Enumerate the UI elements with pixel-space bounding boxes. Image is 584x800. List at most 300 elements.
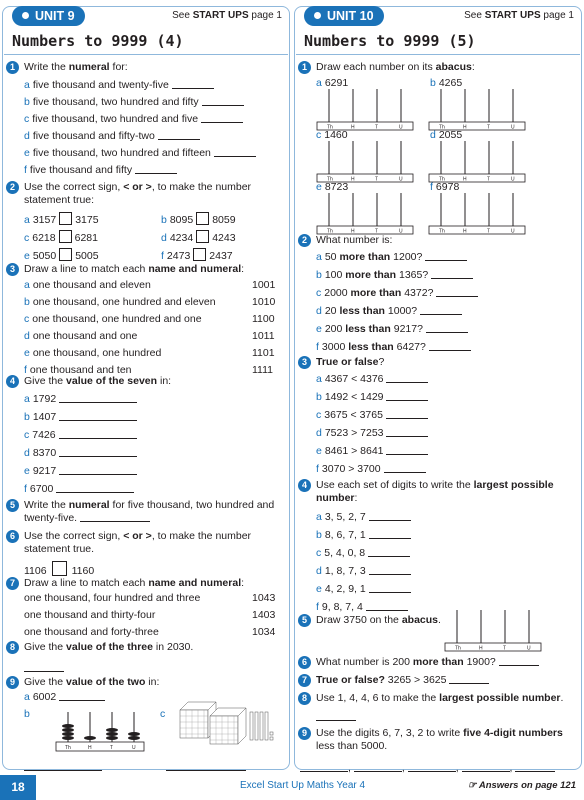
item-text: one thousand, one hundred: [32, 347, 162, 359]
q-bold2: number: [316, 492, 355, 504]
item-text: one thousand and ten: [29, 364, 132, 376]
answer-blank[interactable]: [386, 409, 428, 419]
item-letter: a: [24, 279, 30, 291]
item-text: 8370: [32, 447, 57, 459]
answer-row-c: [166, 761, 246, 774]
see-bold: START UPS: [484, 10, 541, 21]
q-pre: Draw 3750 on the: [316, 614, 399, 626]
abacus-place-label: Th: [439, 176, 445, 183]
answer-blank[interactable]: [24, 662, 64, 672]
list-item: [24, 113, 243, 126]
q-bold: five 4-digit numbers: [463, 727, 563, 739]
abacus-place-label: Th: [439, 228, 445, 235]
answer-blank[interactable]: [408, 762, 456, 772]
item-text: 1407: [32, 411, 57, 423]
question-text: [316, 727, 563, 753]
list-item: [316, 445, 428, 458]
match-item: [24, 347, 161, 360]
item-text: one thousand and one: [32, 330, 138, 342]
abacus-place-label: T: [375, 176, 379, 183]
list-item: [316, 463, 426, 476]
match-item: one thousand, four hundred and three: [24, 592, 201, 604]
q-bold: abacus: [435, 61, 472, 73]
r-question-3: [298, 356, 578, 476]
unit10-column: [296, 6, 580, 57]
question-2: [6, 181, 286, 261]
question-number: 7: [298, 674, 311, 687]
base-ten-blocks-picture: [176, 696, 280, 752]
answer-row: [24, 662, 64, 675]
item-text: five thousand and twenty-five: [32, 79, 169, 91]
q-line2: statement true.: [24, 543, 95, 555]
answer-blank[interactable]: [436, 287, 478, 297]
see-prefix: See: [464, 10, 482, 21]
item-x: 6218: [32, 232, 56, 244]
empty-abacus[interactable]: [428, 87, 526, 131]
item-letter: b: [316, 529, 322, 541]
q-bold: value of the three: [66, 641, 153, 653]
answer-blank[interactable]: [202, 96, 244, 106]
abacus-place-label: Th: [455, 645, 461, 652]
item-letter: f: [161, 250, 164, 262]
list-item: [316, 409, 428, 422]
item-a: 200: [324, 323, 343, 335]
item-letter: a: [24, 691, 30, 703]
item-text: 1792: [32, 393, 57, 405]
question-text: [24, 181, 251, 207]
answer-blank[interactable]: [499, 656, 539, 666]
answer-blank[interactable]: [386, 427, 428, 437]
question-number: 9: [298, 727, 311, 740]
match-item: one thousand and thirty-four: [24, 609, 156, 621]
q-pre: Give the: [24, 676, 64, 688]
question-number: 6: [6, 530, 19, 543]
item-text: 8, 6, 7, 1: [324, 529, 366, 541]
see-startups-ref: [464, 10, 574, 21]
question-text: Use 1, 4, 4, 6 to make the largest possible number.: [316, 692, 564, 704]
answer-blank[interactable]: [59, 691, 105, 701]
item-text: 8723: [324, 181, 349, 193]
item-text: 4, 2, 9, 1: [324, 583, 366, 595]
answer-blank[interactable]: [366, 601, 408, 611]
item-letter: b: [316, 391, 322, 403]
list-item: [316, 511, 411, 524]
item-letter: d: [24, 447, 30, 459]
item-letter: c: [160, 708, 166, 720]
item-y: 1160: [71, 565, 95, 577]
abacus-place-label: Th: [327, 228, 333, 235]
question-4: [6, 375, 286, 495]
abacus-place-label: H: [351, 228, 355, 235]
q-post: in:: [160, 375, 172, 387]
item-letter: a: [316, 511, 322, 523]
see-prefix: See: [172, 10, 190, 21]
question-3: [6, 263, 286, 376]
abacus-place-label: T: [375, 228, 379, 235]
item-text: 3675 < 3765: [324, 409, 383, 421]
answer-blank[interactable]: [368, 547, 410, 557]
answer-blank[interactable]: [369, 583, 411, 593]
item-b: more than: [345, 269, 397, 281]
answer-blank[interactable]: [59, 447, 137, 457]
abacus-place-label: T: [487, 124, 491, 131]
q-post: for five thousand, two hundred and: [112, 499, 275, 511]
q-bold: value of the two: [66, 676, 146, 688]
item-letter: e: [24, 147, 30, 159]
item-letter: c: [24, 429, 30, 441]
sign-box[interactable]: [59, 248, 72, 261]
answer-blank[interactable]: [386, 391, 428, 401]
match-numeral[interactable]: 1100: [252, 313, 275, 325]
item-letter: c: [316, 129, 322, 141]
q-bold: value of the seven: [66, 375, 158, 387]
answer-blank[interactable]: [158, 130, 200, 140]
question-text: Use each set of digits to write the largest possible number:: [316, 479, 554, 504]
answer-blank[interactable]: [166, 761, 246, 771]
item-text: one thousand, one hundred and eleven: [32, 296, 216, 308]
item-c-label: [160, 708, 168, 721]
item-text: five thousand, two hundred and fifteen: [32, 147, 211, 159]
question-text: [24, 676, 159, 689]
abacus-place-label: T: [487, 228, 491, 235]
abacus-place-label: H: [479, 645, 483, 652]
answer-blank[interactable]: [201, 113, 243, 123]
list-item: [316, 565, 411, 578]
question-number: 3: [6, 263, 19, 276]
sign-box[interactable]: [196, 212, 209, 225]
answer-blank[interactable]: [369, 565, 411, 575]
list-item: [24, 96, 244, 109]
question-8: [6, 641, 286, 671]
answer-blank[interactable]: [515, 762, 555, 772]
q-post: in:: [148, 676, 160, 688]
list-item: [24, 483, 134, 496]
sign-box[interactable]: [196, 230, 209, 243]
item-x: 8095: [169, 214, 194, 226]
unit10-banner: [296, 6, 580, 28]
answer-blank[interactable]: [386, 373, 428, 383]
item-b: less than: [348, 341, 394, 353]
answer-blank[interactable]: [425, 251, 467, 261]
item-text: five thousand, two hundred and five: [32, 113, 199, 125]
answer-blank[interactable]: [354, 762, 402, 772]
abacus-place-label: H: [463, 124, 467, 131]
q-pre: Draw a line to match each: [24, 263, 146, 275]
item-text: 6291: [324, 77, 349, 89]
compare-item: [24, 248, 99, 263]
answer-blank[interactable]: [429, 341, 471, 351]
answer-blank[interactable]: [56, 483, 134, 493]
item-text: 3070 > 3700: [321, 463, 381, 475]
compare-item: [161, 230, 236, 245]
answer-blank[interactable]: [431, 269, 473, 279]
unit10-tab: [304, 6, 384, 26]
abacus-picture: [54, 708, 146, 752]
item-letter: b: [316, 269, 322, 281]
answer-row: [316, 711, 356, 724]
item-a: 50: [324, 251, 337, 263]
item-c: 1365?: [398, 269, 429, 281]
page-number: 18: [0, 775, 36, 800]
item-c: 1000?: [387, 305, 418, 317]
q-pre: Use the correct sign,: [24, 530, 121, 542]
pointing-hand-icon: ☞: [468, 780, 477, 791]
item-letter: d: [24, 330, 30, 342]
item-c: 1200?: [393, 251, 423, 263]
list-item: [316, 373, 428, 386]
item-text: 5, 4, 0, 8: [324, 547, 366, 559]
empty-abacus[interactable]: [316, 87, 414, 131]
abacus-place-label: U: [527, 645, 531, 652]
answer-blank[interactable]: [24, 761, 102, 771]
match-numeral[interactable]: 1034: [252, 626, 276, 638]
abacus-place-label: H: [351, 176, 355, 183]
unit9-tab: [12, 6, 85, 26]
match-numeral[interactable]: 1010: [252, 296, 276, 308]
answer-blank[interactable]: [384, 463, 426, 473]
item-letter: f: [24, 364, 27, 376]
item-b: less than: [339, 305, 385, 317]
answers-ref: [468, 780, 576, 791]
item-text: 4265: [438, 77, 463, 89]
item-text: five thousand and fifty: [29, 164, 133, 176]
answer-blank[interactable]: [80, 512, 150, 522]
list-item: [316, 269, 473, 282]
match-item: [24, 313, 202, 326]
abacus-place-label: Th: [327, 176, 333, 183]
item-a: 3000: [321, 341, 346, 353]
compare-item: [24, 230, 98, 245]
item-letter: d: [316, 427, 322, 439]
q-pre: Use each set of digits to write the: [316, 479, 471, 491]
item-letter: a: [24, 393, 30, 405]
sign-box[interactable]: [193, 248, 206, 261]
list-item: [24, 79, 214, 92]
item-c: 6427?: [396, 341, 426, 353]
item-text: 7426: [32, 429, 56, 441]
dot-icon: [314, 12, 321, 19]
question-number: 2: [6, 181, 19, 194]
q-line2: twenty-five.: [24, 512, 78, 524]
r-question-7: [298, 674, 578, 690]
sign-box[interactable]: [59, 212, 72, 225]
list-item: [316, 341, 471, 354]
item-letter: a: [316, 251, 322, 263]
item-letter: c: [24, 113, 30, 125]
q-post: in 2030.: [155, 641, 194, 653]
see-suffix: page 1: [543, 10, 574, 21]
question-text: Draw 3750 on the abacus.: [316, 614, 441, 626]
item-letter: c: [24, 232, 30, 244]
page-title: Numbers to 9999 (4): [4, 28, 288, 55]
match-item: [24, 330, 137, 343]
empty-abacus[interactable]: [428, 191, 526, 235]
svg-text:Th: Th: [65, 745, 71, 751]
question-number: 2: [298, 234, 311, 247]
see-bold: START UPS: [192, 10, 249, 21]
item-letter: c: [316, 287, 322, 299]
item-letter: e: [316, 323, 322, 335]
q-bold: name and numeral: [148, 577, 242, 589]
abacus-place-label: U: [399, 124, 403, 131]
item-text: 7523 > 7253: [324, 427, 384, 439]
answer-blank[interactable]: [369, 511, 411, 521]
item-x: 1106: [24, 565, 47, 577]
item-letter: b: [24, 411, 30, 423]
match-numeral[interactable]: 1111: [252, 364, 274, 376]
item-b: less than: [345, 323, 391, 335]
item-y: 8059: [212, 214, 236, 226]
item-letter: e: [316, 445, 322, 457]
item-letter: f: [24, 164, 27, 176]
match-numeral[interactable]: 1001: [252, 279, 276, 291]
unit9-label: UNIT 9: [35, 9, 75, 23]
q-bold: largest possible number: [439, 692, 561, 704]
abacus-place-label: H: [351, 124, 355, 131]
empty-abacus[interactable]: [428, 139, 526, 183]
see-startups-ref: [172, 10, 282, 21]
sign-box[interactable]: [59, 230, 72, 243]
item-text: 8461 > 8641: [324, 445, 384, 457]
item-x: 4234: [169, 232, 194, 244]
match-numeral[interactable]: 1043: [252, 592, 276, 604]
answer-blank[interactable]: [316, 711, 356, 721]
list-item: [316, 305, 462, 318]
item-text: one thousand, one hundred and one: [32, 313, 202, 325]
answers-text: Answers on page 121: [478, 780, 576, 791]
list-item: [24, 147, 256, 160]
r-question-9: [298, 727, 578, 773]
list-item: [24, 164, 177, 177]
book-title: Excel Start Up Maths Year 4: [240, 780, 366, 791]
list-item: [24, 411, 137, 424]
abacus-place-label: T: [375, 124, 379, 131]
list-item: [316, 547, 410, 560]
question-text: True or false?: [316, 356, 385, 368]
q-bold: < or >: [123, 530, 152, 542]
list-item: [24, 429, 137, 442]
answer-blank[interactable]: [214, 147, 256, 157]
item-letter: c: [316, 409, 322, 421]
svg-text:H: H: [88, 745, 92, 751]
unit9-banner: [4, 6, 288, 28]
item-text: five thousand and fifty-two: [32, 130, 155, 142]
question-number: 8: [6, 641, 19, 654]
item-x: 3157: [32, 214, 57, 226]
answer-row: , , , ,: [300, 762, 555, 775]
answer-blank[interactable]: [59, 411, 137, 421]
match-numeral[interactable]: 1011: [252, 330, 275, 342]
item-text: 9217: [32, 465, 57, 477]
q-pre: Give the: [24, 375, 64, 387]
item-letter: e: [24, 250, 30, 262]
item-letter: f: [316, 341, 319, 353]
q-pre: What number is 200: [316, 656, 410, 668]
answer-blank[interactable]: [59, 429, 137, 439]
question-number: 4: [298, 479, 311, 492]
item-y: 5005: [75, 250, 99, 262]
r-question-2: [298, 234, 578, 352]
answer-blank[interactable]: [172, 79, 214, 89]
match-numeral[interactable]: 1101: [252, 347, 275, 359]
item-letter: a: [24, 214, 30, 226]
answer-blank[interactable]: [449, 674, 489, 684]
answer-blank[interactable]: [59, 393, 137, 403]
empty-abacus[interactable]: [316, 191, 414, 235]
item-letter: b: [24, 296, 30, 308]
answer-blank[interactable]: [462, 762, 510, 772]
compare-item: [161, 248, 233, 263]
abacus-place-label: Th: [439, 124, 445, 131]
list-item: [316, 391, 428, 404]
question-number: 3: [298, 356, 311, 369]
svg-text:U: U: [132, 745, 136, 751]
item-text: 6002: [32, 691, 57, 703]
question-text: [24, 61, 128, 74]
question-text: [24, 530, 251, 556]
answer-blank[interactable]: [420, 305, 462, 315]
dot-icon: [22, 12, 29, 19]
item-x: 5050: [32, 250, 57, 262]
list-item: [24, 465, 137, 478]
list-item: [316, 251, 467, 264]
empty-abacus[interactable]: [316, 139, 414, 183]
answer-blank[interactable]: [426, 323, 468, 333]
list-item: [24, 393, 137, 406]
see-suffix: page 1: [251, 10, 282, 21]
question-text: [24, 499, 274, 525]
q-bold: largest possible: [473, 479, 554, 491]
q-post: 1900?: [466, 656, 496, 668]
q-line2: less than 5000.: [316, 740, 388, 752]
q-bold: numeral: [68, 499, 110, 511]
item-text: 1492 < 1429: [324, 391, 384, 403]
sign-box[interactable]: [52, 561, 67, 576]
item-letter: d: [24, 130, 30, 142]
abacus-place-label: U: [511, 176, 515, 183]
question-1: [6, 61, 286, 181]
q-bold: numeral: [68, 61, 110, 73]
item-letter: c: [316, 547, 322, 559]
item-y: 3175: [75, 214, 99, 226]
q-bold: True or false: [316, 356, 379, 368]
answer-blank[interactable]: [386, 445, 428, 455]
compare-item: [24, 212, 99, 227]
answer-blank[interactable]: [135, 164, 177, 174]
item-letter: f: [316, 601, 319, 613]
answer-blank[interactable]: [369, 529, 411, 539]
q-post: , to make the number: [151, 181, 252, 193]
match-numeral[interactable]: 1403: [252, 609, 276, 621]
item-c: 9217?: [393, 323, 423, 335]
item-letter: f: [430, 181, 433, 193]
item-x: 2473: [166, 250, 191, 262]
question-text: [316, 656, 539, 669]
question-number: 1: [298, 61, 311, 74]
question-number: 5: [6, 499, 19, 512]
item-y: 4243: [212, 232, 236, 244]
q-bold: < or >: [123, 181, 152, 193]
answer-blank[interactable]: [300, 762, 348, 772]
answer-row-b: [24, 761, 102, 774]
abacus-place-label: Th: [327, 124, 333, 131]
item-b-label: [24, 708, 33, 721]
item-letter: a: [316, 373, 322, 385]
item-letter: d: [316, 565, 322, 577]
item-letter: b: [430, 77, 436, 89]
q-pre: Use the correct sign,: [24, 181, 121, 193]
answer-blank[interactable]: [59, 465, 137, 475]
